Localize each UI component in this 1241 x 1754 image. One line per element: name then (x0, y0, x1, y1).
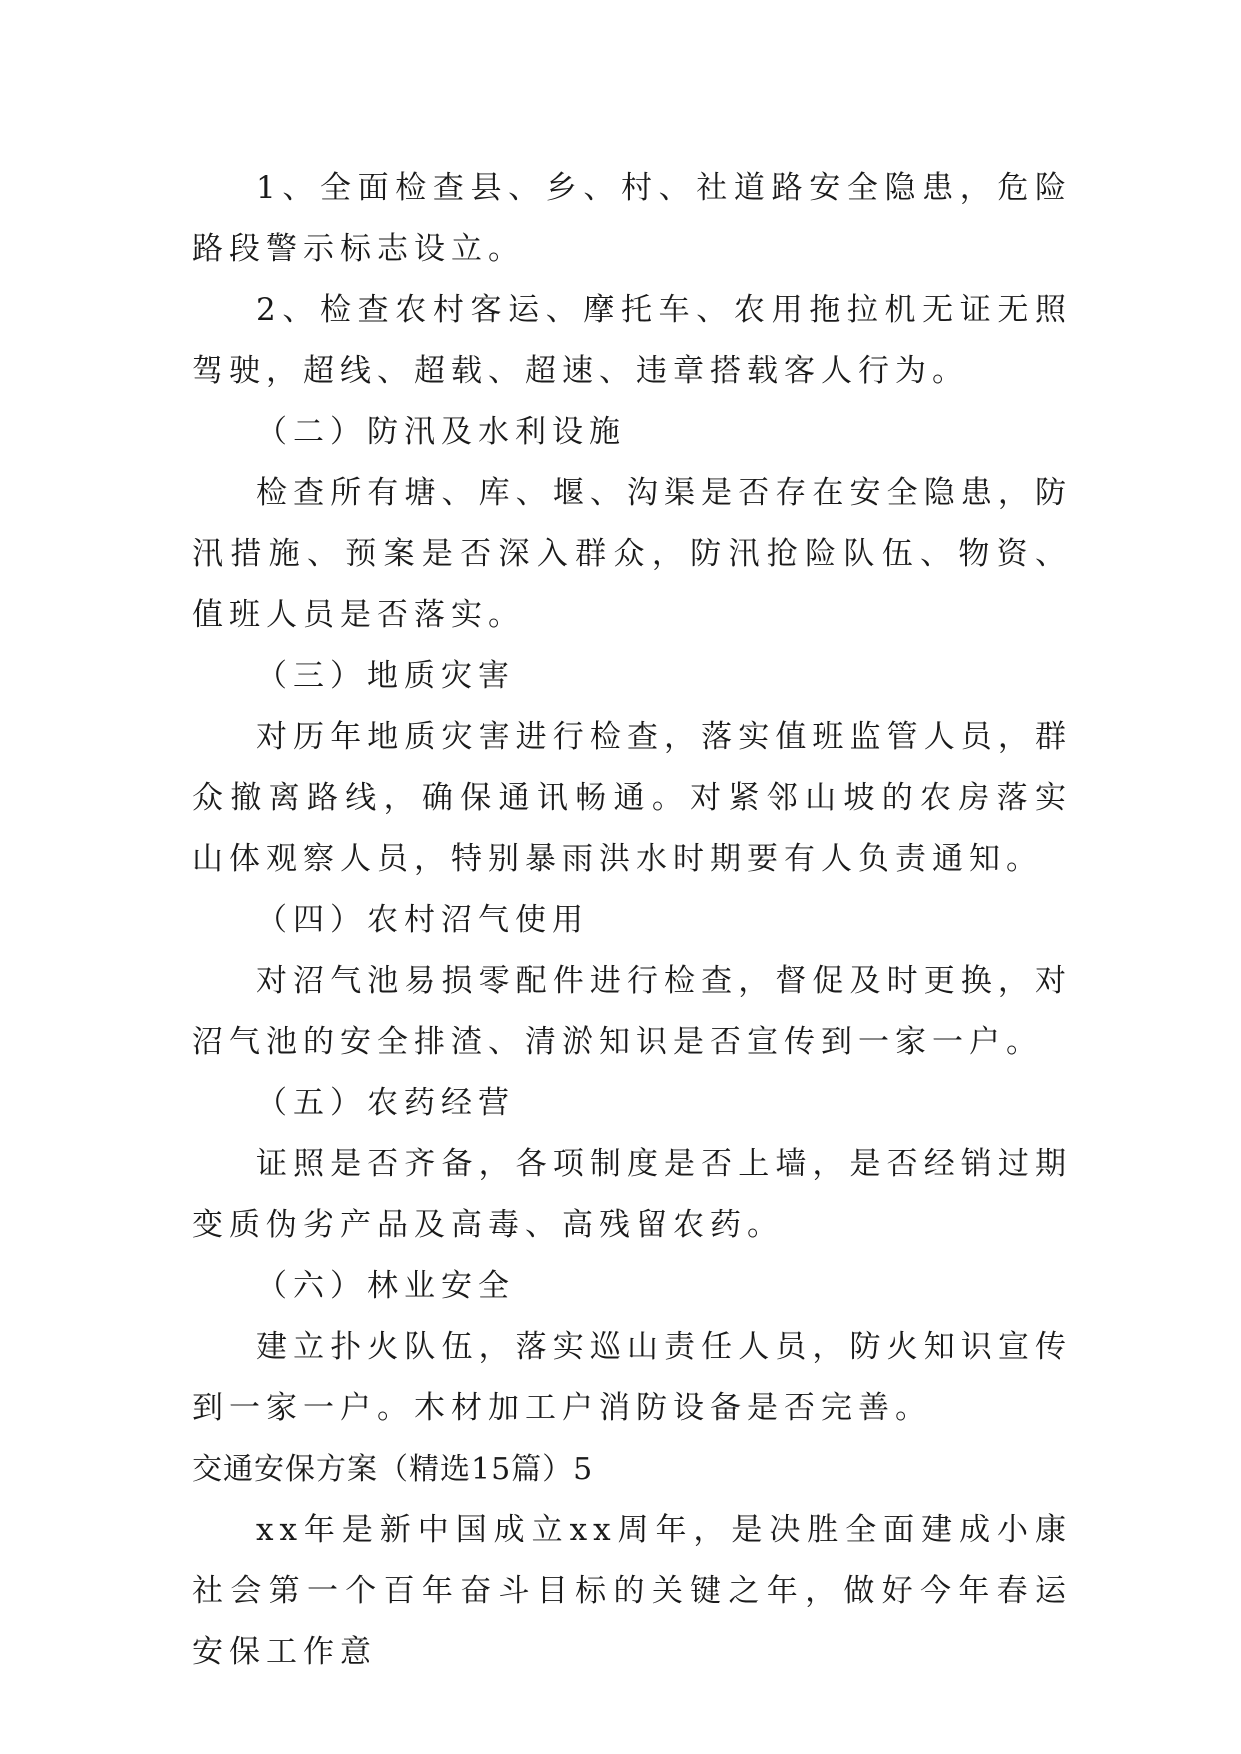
paragraph-rural-transport-check: 2、检查农村客运、摩托车、农用拖拉机无证无照驾驶，超线、超载、超速、违章搭载客人行为。 (192, 292, 1072, 389)
document-body (192, 158, 1072, 1683)
paragraph-biogas-use: 对沼气池易损零配件进行检查，督促及时更换，对沼气池的安全排渣、清淤知识是否宣传到一家一户。 (192, 963, 1072, 1060)
paragraph-flood-control: 检查所有塘、库、堰、沟渠是否存在安全隐患，防汛措施、预案是否深入群众，防汛抢险队伍、物资、值班人员是否落实。 (192, 475, 1072, 633)
heading-geological-disaster: （三）地质灾害 (256, 658, 515, 694)
paragraph-forestry-safety: 建立扑火队伍，落实巡山责任人员，防火知识宣传到一家一户。木材加工户消防设备是否完善。 (192, 1329, 1072, 1426)
paragraph-pesticide-business: 证照是否齐备，各项制度是否上墙，是否经销过期变质伪劣产品及高毒、高残留农药。 (192, 1146, 1072, 1243)
heading-forestry-safety: （六）林业安全 (256, 1268, 515, 1304)
heading-flood-control: （二）防汛及水利设施 (256, 414, 626, 450)
paragraph-geological-disaster: 对历年地质灾害进行检查，落实值班监管人员，群众撤离路线，确保通讯畅通。对紧邻山坡的农房落实山体观察人员，特别暴雨洪水时期要有人负责通知。 (192, 719, 1072, 877)
section-title-plan-5: 交通安保方案（精选15篇）5 (192, 1452, 594, 1487)
heading-biogas-use: （四）农村沼气使用 (256, 902, 589, 938)
heading-pesticide-business: （五）农药经营 (256, 1085, 515, 1121)
paragraph-plan-5-intro: xx年是新中国成立xx周年，是决胜全面建成小康社会第一个百年奋斗目标的关键之年，做好今年春运安保工作意 (192, 1512, 1072, 1670)
paragraph-road-safety-check: 1、全面检查县、乡、村、社道路安全隐患，危险路段警示标志设立。 (192, 170, 1072, 267)
